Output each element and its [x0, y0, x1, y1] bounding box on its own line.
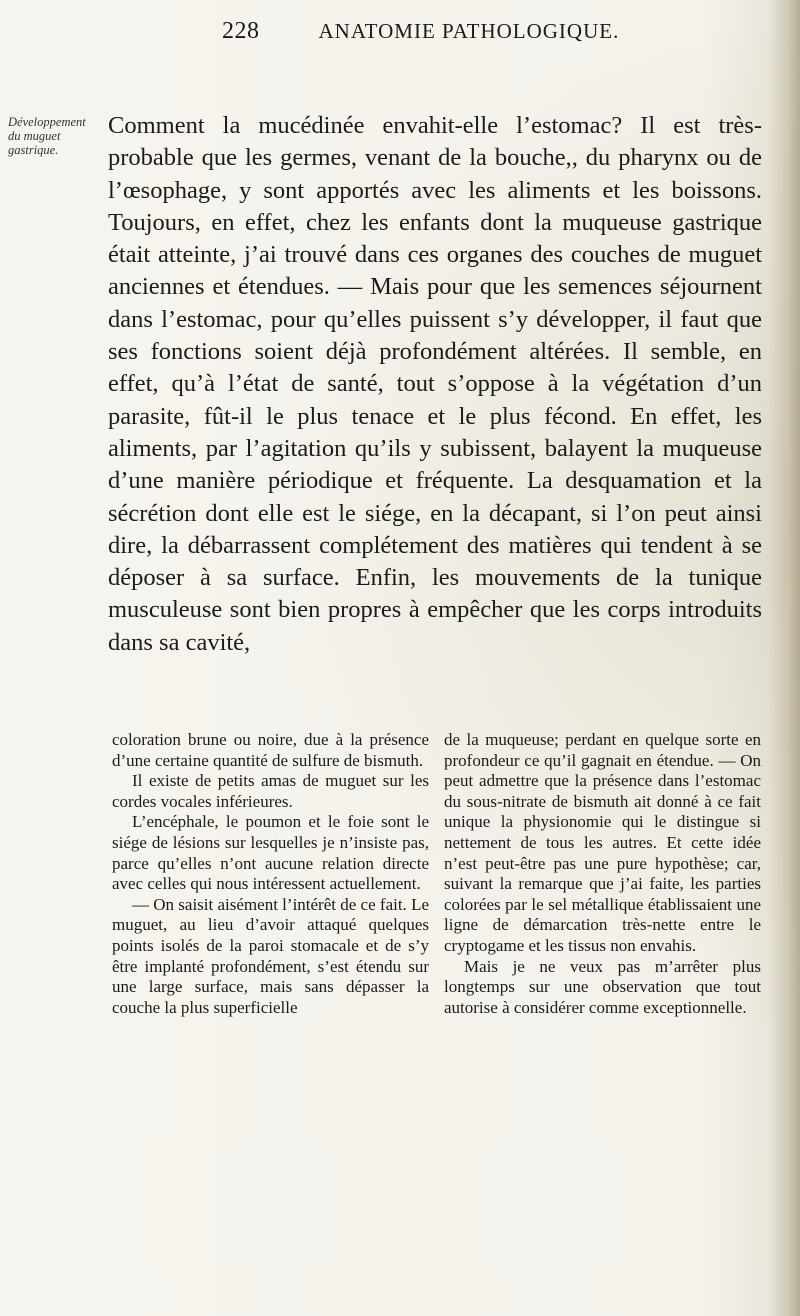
footnote-column-left: [112, 730, 429, 1018]
footnote-paragraph: coloration brune ou noire, due à la présence d’une certaine quantité de sulfure de bismuth.: [112, 730, 429, 770]
footnote-paragraph: L’encéphale, le poumon et le foie sont le siége de lésions sur lesquelles je n’insiste pas, parce qu’elles n’ont aucune relation directe avec celles qui nous intéressent actuellement.: [112, 812, 429, 894]
footnote-paragraph: Il existe de petits amas de muguet sur les cordes vocales inférieures.: [112, 771, 429, 811]
margin-note-line: du muguet: [8, 129, 61, 143]
running-head: [222, 18, 672, 45]
running-title: ANATOMIE PATHOLOGIQUE.: [318, 19, 620, 43]
margin-note: [8, 115, 88, 157]
margin-note-line: gastrique.: [8, 143, 59, 157]
footnote-paragraph: — On saisit aisément l’intérêt de ce fait. Le muguet, au lieu d’avoir attaqué quelques points isolés de la paroi stomacale et de s’y être implanté profondément, s’est étendu sur une large surface, mais sans dépasser la couche la plus superficielle: [112, 894, 429, 1017]
page-edge-shadow: [768, 0, 800, 1316]
footnote-column-right: [444, 730, 761, 1018]
footnote-paragraph: Mais je ne veux pas m’arrêter plus longtemps sur une observation que tout autorise à considérer comme exceptionnelle.: [444, 956, 761, 1017]
main-paragraph: Comment la mucédinée envahit-elle l’estomac? Il est très-probable que les germes, venant de la bouche,, du pharynx ou de l’œsophage, y sont apportés avec les aliments et les boissons. Toujours, en effet, chez les enfants dont la muqueuse gastrique était atteinte, j’ai trouvé dans ces organes des couches de muguet anciennes et étendues. — Mais pour que les semences séjournent dans l’estomac, pour qu’elles puissent s’y développer, il faut que ses fonctions soient déjà profondément altérées. Il semble, en effet, qu’à l’état de santé, tout s’oppose à la végétation d’un parasite, fût-il le plus tenace et le plus fécond. En effet, les aliments, par l’agitation qu’ils y subissent, balayent la muqueuse d’une manière périodique et fréquente. La desquamation et la sécrétion dont elle est le siége, en la décapant, si l’on peut ainsi dire, la débarrassent complétement des matières qui tendent à se déposer à sa surface. Enfin, les mouvements de la tunique musculeuse sont bien propres à empêcher que les corps introduits dans sa cavité,: [108, 112, 762, 656]
page-number: 228: [222, 18, 260, 44]
margin-note-line: Développement: [8, 115, 86, 129]
footnote-paragraph: de la muqueuse; perdant en quelque sorte en profondeur ce qu’il gagnait en étendue. — On peut admettre que la présence dans l’estomac du sous-nitrate de bismuth ait donné à ce fait unique la physionomie qui le distingue si nettement de tous les autres. Et cette idée n’est peut-être pas une pure hypothèse; car, suivant la remarque que j’ai faite, les parties colorées par le sel métallique établissaient une ligne de démarcation très-nette entre le cryptogame et les tissus non envahis.: [444, 730, 761, 955]
